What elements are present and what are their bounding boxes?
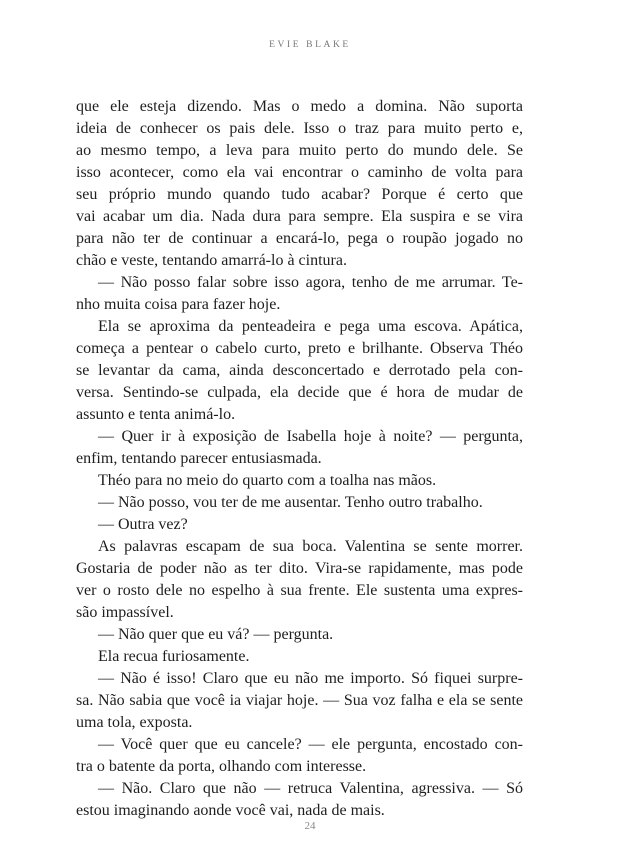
text-line: isso acontecer, como ela vai encontrar o caminho de volta para xyxy=(76,164,523,181)
text-line: chão e veste, tentando amarrá-lo à cintura. xyxy=(76,252,347,269)
text-line: versa. Sentindo-se culpada, ela decide que é hora de mudar de xyxy=(76,384,523,401)
text-line: estou imaginando aonde você vai, nada de mais. xyxy=(76,802,385,819)
text-line: enfim, tentando parecer entusiasmada. xyxy=(76,450,322,467)
text-line: seu próprio mundo quando tudo acabar? Porque é certo que xyxy=(76,186,523,203)
text-line: sa. Não sabia que você ia viajar hoje. — Sua voz falha e ela se sente xyxy=(76,692,523,709)
page-number: 24 xyxy=(304,820,316,832)
text-line: Gostaria de poder não as ter dito. Vira-se rapidamente, mas pode xyxy=(76,560,523,577)
text-line: são impassível. xyxy=(76,604,174,621)
text-line: — Não posso falar sobre isso agora, tenho de me arrumar. Te- xyxy=(98,274,523,291)
text-line: — Não quer que eu vá? — pergunta. xyxy=(98,626,334,643)
body-text xyxy=(76,96,523,822)
text-line: — Não é isso! Claro que eu não me importo. Só fiquei surpre- xyxy=(98,670,523,687)
text-line: Ela recua furiosamente. xyxy=(98,648,250,665)
text-line: tra o batente da porta, olhando com interesse. xyxy=(76,758,367,775)
text-line: assunto e tenta animá-lo. xyxy=(76,406,236,423)
text-line: — Não. Claro que não — retruca Valentina, agressiva. — Só xyxy=(98,780,523,797)
text-line: começa a pentear o cabelo curto, preto e brilhante. Observa Théo xyxy=(76,340,523,357)
text-line: vai acabar um dia. Nada dura para sempre. Ela suspira e se vira xyxy=(76,208,523,225)
text-line: Théo para no meio do quarto com a toalha nas mãos. xyxy=(98,472,437,489)
text-line: Ela se aproxima da penteadeira e pega uma escova. Apática, xyxy=(98,318,523,335)
text-line: ver o rosto dele no espelho à sua frente. Ele sustenta uma expres- xyxy=(76,582,523,599)
text-line: nho muita coisa para fazer hoje. xyxy=(76,296,281,313)
text-line: As palavras escapam de sua boca. Valentina se sente morrer. xyxy=(98,538,523,555)
text-line: ao mesmo tempo, a leva para muito perto do mundo dele. Se xyxy=(76,142,523,159)
text-line: uma tola, exposta. xyxy=(76,714,193,731)
running-head: EVIE BLAKE xyxy=(269,40,351,50)
text-line: ideia de conhecer os pais dele. Isso o traz para muito perto e, xyxy=(76,120,523,137)
text-line: — Outra vez? xyxy=(98,516,188,533)
text-line: — Quer ir à exposição de Isabella hoje à noite? — pergunta, xyxy=(98,428,523,445)
text-line: — Não posso, vou ter de me ausentar. Tenho outro trabalho. xyxy=(98,494,483,511)
text-line: para não ter de continuar a encará-lo, pega o roupão jogado no xyxy=(76,230,523,247)
text-line: — Você quer que eu cancele? — ele pergunta, encostado con- xyxy=(98,736,523,753)
text-line: se levantar da cama, ainda desconcertado e derrotado pela con- xyxy=(76,362,523,379)
text-line: que ele esteja dizendo. Mas o medo a domina. Não suporta xyxy=(76,98,523,115)
